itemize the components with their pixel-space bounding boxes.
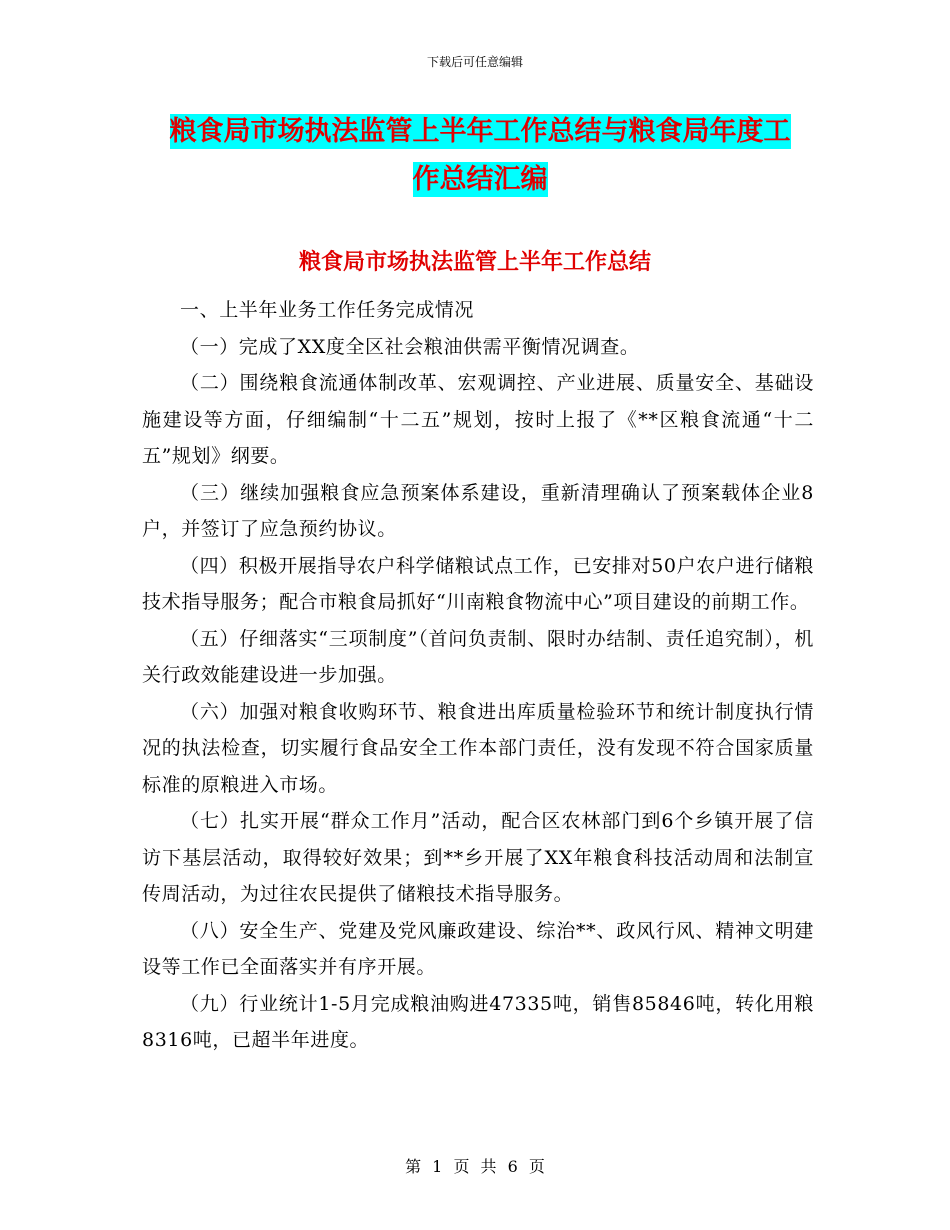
paragraph-item-4: （四）积极开展指导农户科学储粮试点工作，已安排对50户农户进行储粮技术指导服务；配合市粮食局抓好“川南粮食物流中心”项目建设的前期工作。 [142,554,814,613]
paragraph-heading: 一、上半年业务工作任务完成情况 [180,299,475,321]
document-title [140,108,820,204]
page-footer: 第 1 页 共 6 页 [405,1157,545,1176]
paragraph-item-9: （九）行业统计1-5月完成粮油购进47335吨，销售85846吨，转化用粮8316吨，已超半年进度。 [142,992,814,1051]
title-line-2: 作总结汇编 [412,164,548,195]
paragraph-item-1: （一）完成了XX度全区社会粮油供需平衡情况调查。 [180,335,640,358]
body-text [142,292,814,1059]
header-note: 下载后可任意编辑 [426,55,523,69]
section-title: 粮食局市场执法监管上半年工作总结 [298,250,651,275]
paragraph-item-7: （七）扎实开展“群众工作月”活动，配合区农林部门到6个乡镇开展了信访下基层活动，取得较好效果；到**乡开展了XX年粮食科技活动周和法制宣传周活动，为过往农民提供了储粮技术指导服务。 [142,810,814,905]
paragraph-item-6: （六）加强对粮食收购环节、粮食进出库质量检验环节和统计制度执行情况的执法检查，切实履行食品安全工作本部门责任，没有发现不符合国家质量标准的原粮进入市场。 [142,700,814,796]
paragraph-item-2: （二）围绕粮食流通体制改革、宏观调控、产业进展、质量安全、基础设施建设等方面，仔细编制“十二五”规划，按时上报了《**区粮食流通“十二五”规划》纲要。 [142,372,814,467]
title-line-1: 粮食局市场执法监管上半年工作总结与粮食局年度工 [169,116,791,147]
paragraph-item-5: （五）仔细落实“三项制度”（首问负责制、限时办结制、责任追究制），机关行政效能建设进一步加强。 [142,627,814,686]
paragraph-item-8: （八）安全生产、党建及党风廉政建设、综治**、政风行风、精神文明建设等工作已全面落实并有序开展。 [142,919,814,978]
paragraph-item-3: （三）继续加强粮食应急预案体系建设，重新清理确认了预案载体企业8户，并签订了应急预约协议。 [142,481,814,540]
